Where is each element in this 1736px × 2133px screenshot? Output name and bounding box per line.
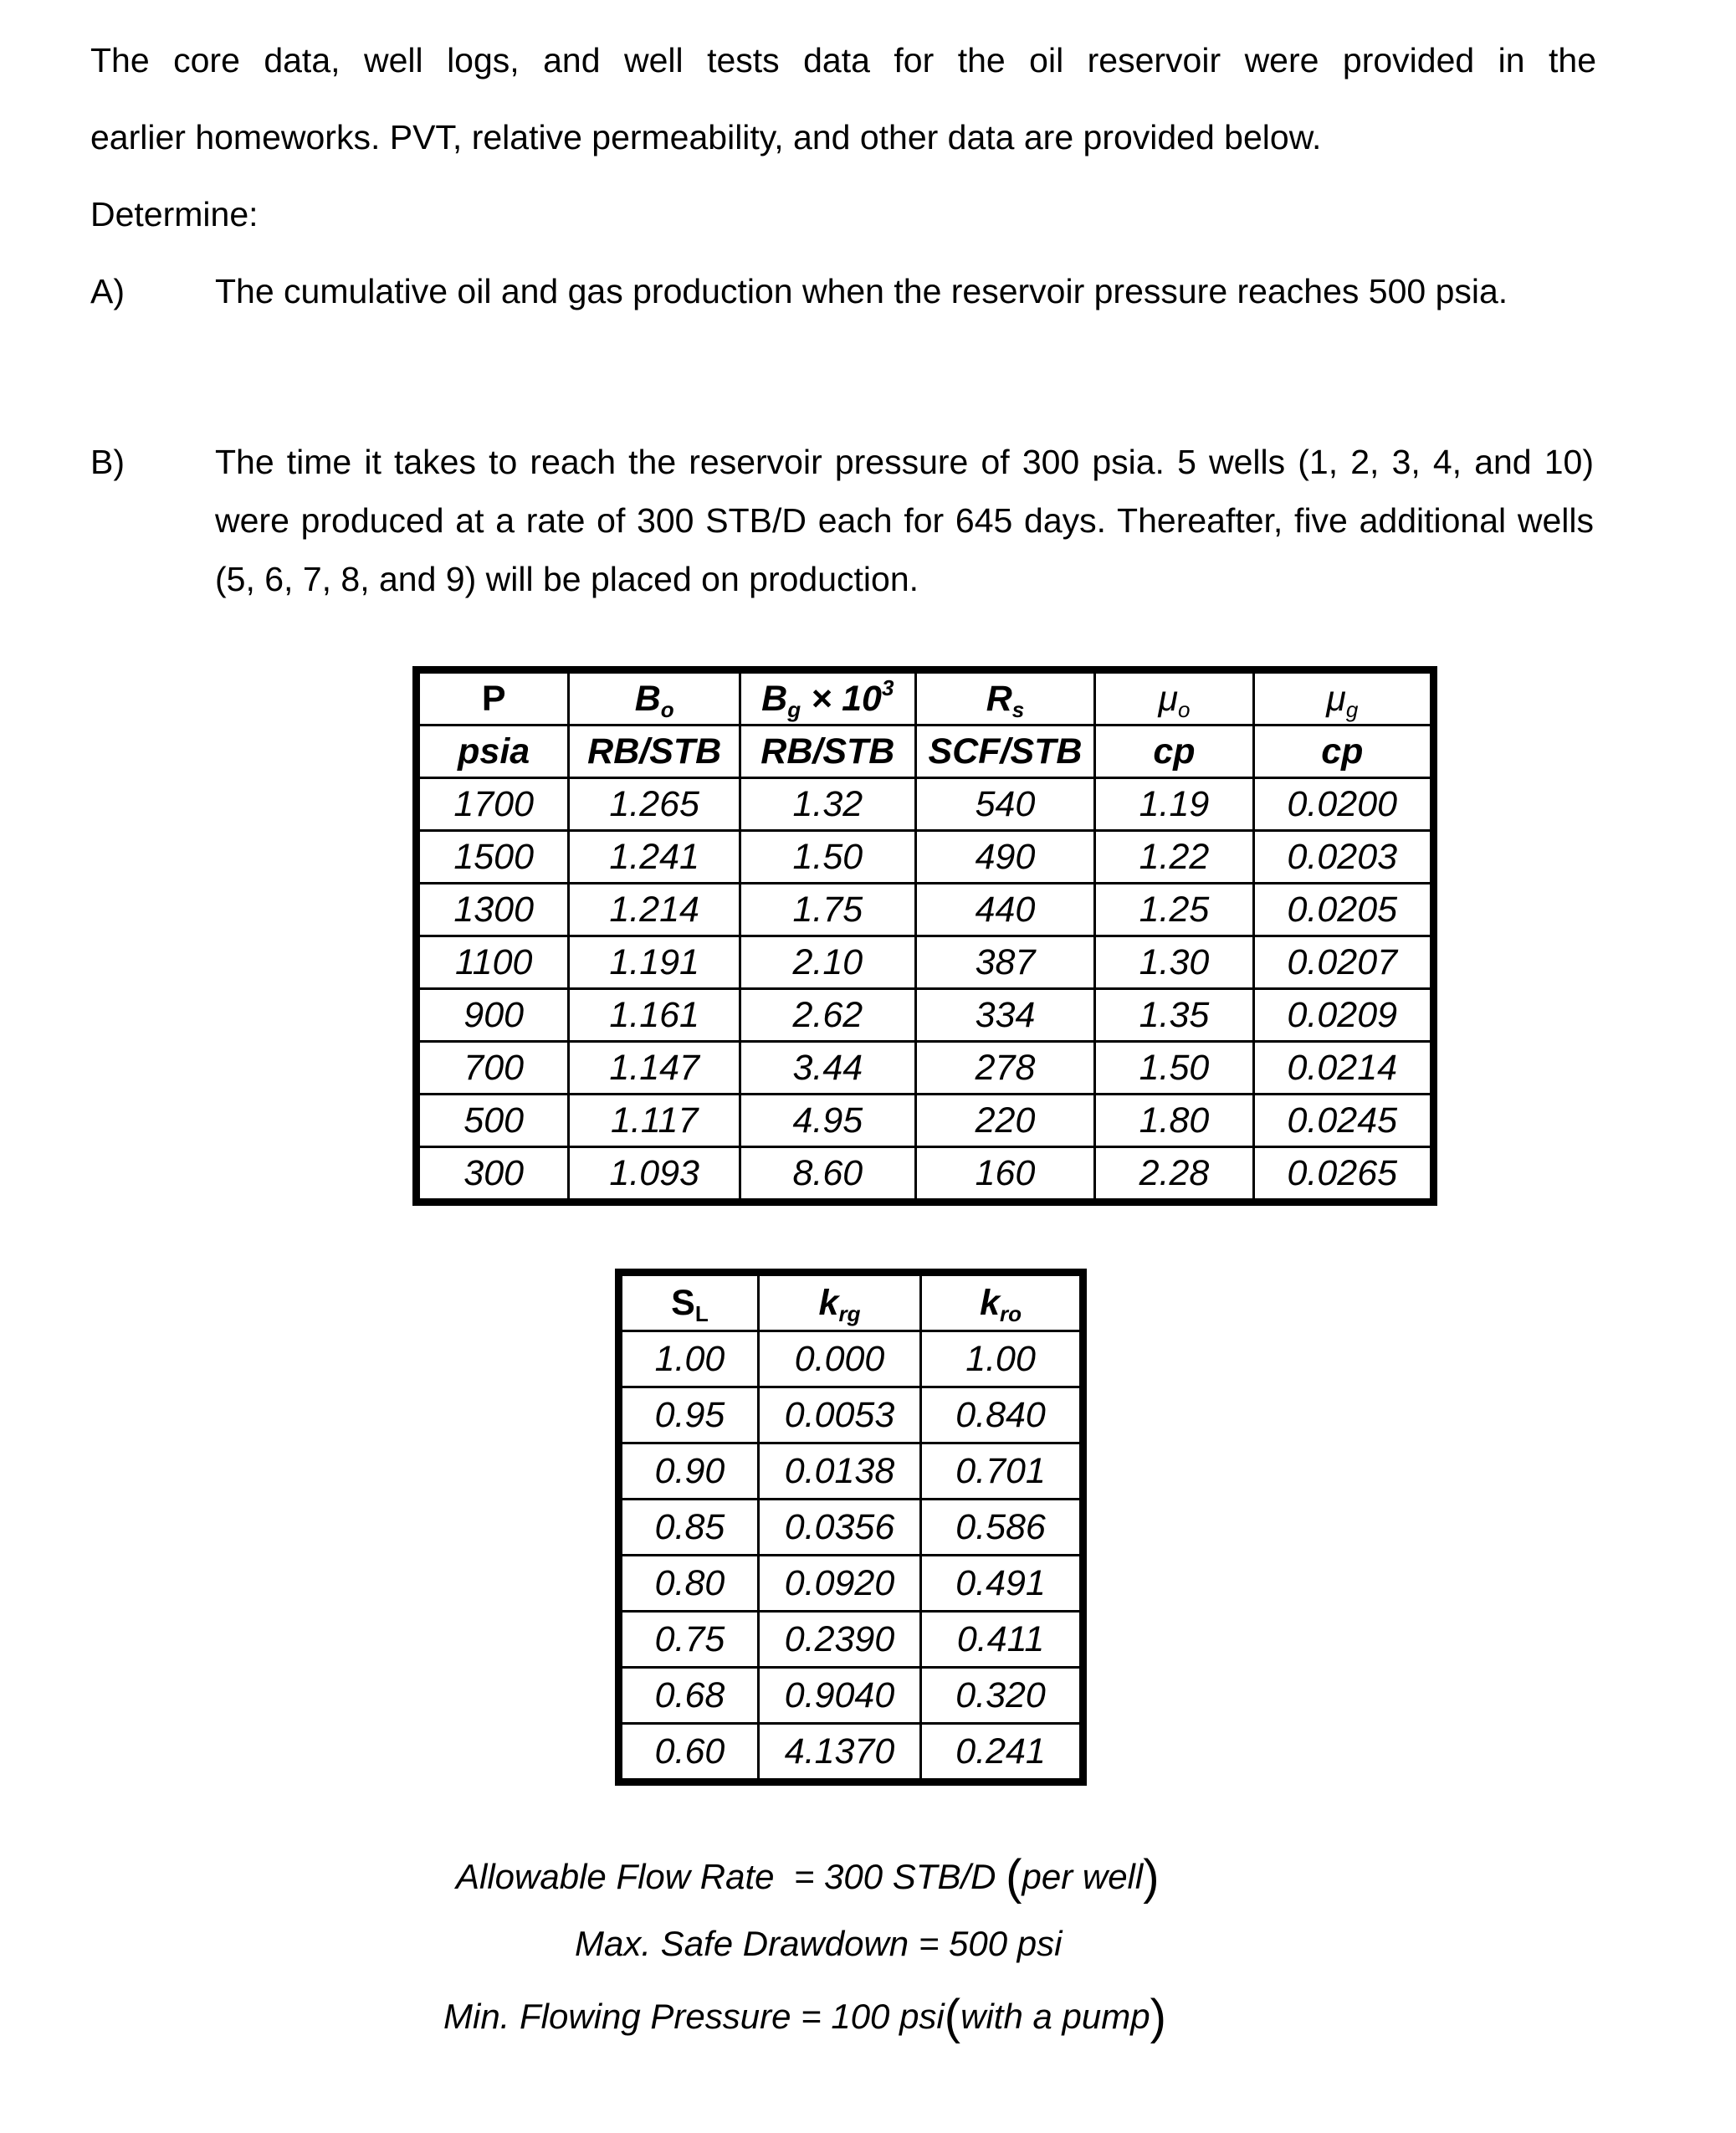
pvt-cell: 1.35 <box>1095 989 1253 1042</box>
pvt-cell: 1500 <box>419 831 569 884</box>
pvt-cell: 540 <box>915 778 1095 831</box>
intro-line-2: earlier homeworks. PVT, relative permeability, and other data are provided below. <box>90 118 1322 156</box>
pvt-row <box>419 778 1431 831</box>
relperm-cell: 0.2390 <box>758 1612 920 1668</box>
relperm-cell: 0.9040 <box>758 1668 920 1724</box>
pvt-cell: 1300 <box>419 884 569 936</box>
pvt-cell: 700 <box>419 1042 569 1095</box>
pvt-cell: 3.44 <box>740 1042 916 1095</box>
relperm-row <box>622 1668 1081 1724</box>
relperm-cell: 0.586 <box>921 1500 1081 1556</box>
pvt-cell: 1.80 <box>1095 1095 1253 1147</box>
relperm-row <box>622 1556 1081 1612</box>
intro-line-1: The core data, well logs, and well tests data for the oil reservoir were provided in the <box>90 41 1596 79</box>
relperm-header-kro: $k_{ro}$ <box>921 1275 1081 1331</box>
relperm-cell: 0.411 <box>921 1612 1081 1668</box>
relperm-cell: 0.75 <box>622 1612 759 1668</box>
pvt-header-bg: $B_g \times 10^3$ <box>740 673 916 726</box>
pvt-unit: psia <box>419 726 569 778</box>
pvt-cell: 300 <box>419 1147 569 1200</box>
relperm-header-sl: $S_L$ <box>622 1275 759 1331</box>
relperm-cell: 0.0053 <box>758 1387 920 1443</box>
pvt-cell: 1.32 <box>740 778 916 831</box>
pvt-cell: 0.0245 <box>1253 1095 1431 1147</box>
constraint-flow-rate: Allowable Flow Rate = 300 STB/D (per well) <box>456 1850 1160 1905</box>
pvt-cell: 4.95 <box>740 1095 916 1147</box>
pvt-header-row <box>419 673 1431 726</box>
relperm-cell: 0.0920 <box>758 1556 920 1612</box>
pvt-cell: 0.0205 <box>1253 884 1431 936</box>
relperm-header-krg: $k_{rg}$ <box>758 1275 920 1331</box>
pvt-cell: 1.30 <box>1095 936 1253 989</box>
pvt-cell: 1.22 <box>1095 831 1253 884</box>
pvt-row <box>419 936 1431 989</box>
pvt-cell: 0.0209 <box>1253 989 1431 1042</box>
pvt-header-p: P <box>419 673 569 726</box>
pvt-cell: 1.191 <box>569 936 740 989</box>
relperm-cell: 0.840 <box>921 1387 1081 1443</box>
pvt-cell: 2.10 <box>740 936 916 989</box>
pvt-cell: 2.62 <box>740 989 916 1042</box>
intro-line-3: Determine: <box>90 195 259 233</box>
pvt-cell: 1.241 <box>569 831 740 884</box>
pvt-header-bo: $B_o$ <box>569 673 740 726</box>
pvt-cell: 0.0207 <box>1253 936 1431 989</box>
pvt-unit: SCF/STB <box>915 726 1095 778</box>
item-a-text: The cumulative oil and gas production when the reservoir pressure reaches 500 psia. <box>215 272 1508 310</box>
pvt-cell: 1.161 <box>569 989 740 1042</box>
relperm-row <box>622 1331 1081 1387</box>
relperm-cell: 0.701 <box>921 1443 1081 1500</box>
relperm-cell: 0.85 <box>622 1500 759 1556</box>
pvt-cell: 1100 <box>419 936 569 989</box>
relperm-cell: 0.68 <box>622 1668 759 1724</box>
constraint-flowing-pressure: Min. Flowing Pressure = 100 psi(with a pump) <box>443 1990 1166 2044</box>
relperm-row <box>622 1500 1081 1556</box>
pvt-unit: cp <box>1095 726 1253 778</box>
pvt-cell: 8.60 <box>740 1147 916 1200</box>
pvt-header-muo: $\mu_o$ <box>1095 673 1253 726</box>
pvt-units-row <box>419 726 1431 778</box>
pvt-row <box>419 831 1431 884</box>
relperm-table <box>620 1274 1082 1781</box>
pvt-cell: 1.214 <box>569 884 740 936</box>
pvt-cell: 0.0214 <box>1253 1042 1431 1095</box>
relperm-header-row <box>622 1275 1081 1331</box>
relperm-row <box>622 1443 1081 1500</box>
relperm-row <box>622 1612 1081 1668</box>
relperm-cell: 1.00 <box>921 1331 1081 1387</box>
relperm-cell: 0.491 <box>921 1556 1081 1612</box>
pvt-cell: 1.147 <box>569 1042 740 1095</box>
pvt-cell: 1.093 <box>569 1147 740 1200</box>
relperm-cell: 0.95 <box>622 1387 759 1443</box>
item-b-text: The time it takes to reach the reservoir pressure of 300 psia. 5 wells (1, 2, 3, 4, and 10) were produced at a rate of 300 STB/D each for 645 days. Thereafter, five additional wells (5, 6, 7, 8, and 9) will be placed on production. <box>215 443 1594 598</box>
pvt-row <box>419 1042 1431 1095</box>
item-b-label: B) <box>90 443 125 481</box>
relperm-row <box>622 1724 1081 1780</box>
relperm-cell: 0.0356 <box>758 1500 920 1556</box>
pvt-body <box>419 778 1431 1200</box>
pvt-row <box>419 1095 1431 1147</box>
relperm-cell: 1.00 <box>622 1331 759 1387</box>
constraint-drawdown: Max. Safe Drawdown = 500 psi <box>575 1924 1063 1963</box>
relperm-cell: 0.241 <box>921 1724 1081 1780</box>
pvt-row <box>419 989 1431 1042</box>
pvt-cell: 1.50 <box>1095 1042 1253 1095</box>
pvt-cell: 900 <box>419 989 569 1042</box>
relperm-row <box>622 1387 1081 1443</box>
relperm-body <box>622 1331 1081 1780</box>
pvt-unit: cp <box>1253 726 1431 778</box>
pvt-cell: 0.0203 <box>1253 831 1431 884</box>
pvt-cell: 334 <box>915 989 1095 1042</box>
pvt-cell: 278 <box>915 1042 1095 1095</box>
pvt-cell: 387 <box>915 936 1095 989</box>
relperm-cell: 0.60 <box>622 1724 759 1780</box>
relperm-cell: 4.1370 <box>758 1724 920 1780</box>
relperm-cell: 0.000 <box>758 1331 920 1387</box>
relperm-cell: 0.320 <box>921 1668 1081 1724</box>
pvt-cell: 1.75 <box>740 884 916 936</box>
pvt-row <box>419 1147 1431 1200</box>
item-a-label: A) <box>90 272 125 310</box>
pvt-cell: 1.25 <box>1095 884 1253 936</box>
pvt-row <box>419 884 1431 936</box>
pvt-table <box>417 671 1432 1201</box>
pvt-unit: RB/STB <box>569 726 740 778</box>
pvt-cell: 1.117 <box>569 1095 740 1147</box>
pvt-cell: 2.28 <box>1095 1147 1253 1200</box>
pvt-cell: 440 <box>915 884 1095 936</box>
pvt-cell: 160 <box>915 1147 1095 1200</box>
pvt-cell: 490 <box>915 831 1095 884</box>
pvt-cell: 0.0200 <box>1253 778 1431 831</box>
relperm-cell: 0.80 <box>622 1556 759 1612</box>
pvt-cell: 0.0265 <box>1253 1147 1431 1200</box>
pvt-cell: 1700 <box>419 778 569 831</box>
pvt-cell: 500 <box>419 1095 569 1147</box>
pvt-unit: RB/STB <box>740 726 916 778</box>
relperm-cell: 0.0138 <box>758 1443 920 1500</box>
pvt-header-rs: $R_s$ <box>915 673 1095 726</box>
relperm-cell: 0.90 <box>622 1443 759 1500</box>
pvt-cell: 1.19 <box>1095 778 1253 831</box>
pvt-cell: 1.50 <box>740 831 916 884</box>
pvt-cell: 220 <box>915 1095 1095 1147</box>
pvt-header-mug: $\mu_g$ <box>1253 673 1431 726</box>
pvt-cell: 1.265 <box>569 778 740 831</box>
